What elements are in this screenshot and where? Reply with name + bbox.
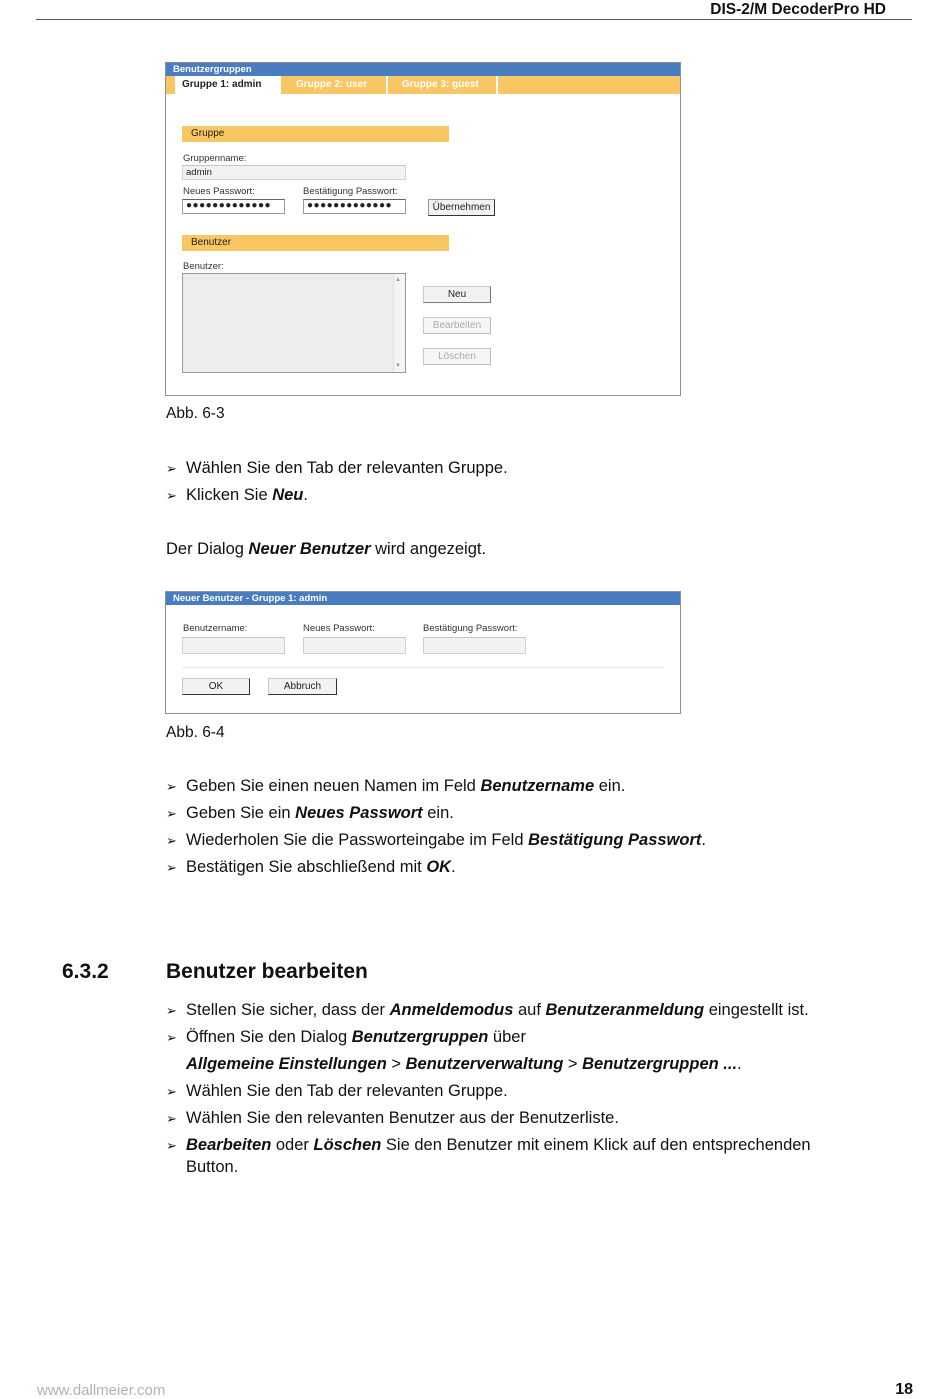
step-select-user: ➢ Wählen Sie den relevanten Benutzer aus der Benutzerliste. [166, 1109, 619, 1127]
group-section-header: Gruppe [182, 126, 449, 142]
new-password-field[interactable] [303, 637, 406, 654]
scroll-up-icon[interactable]: ▲ [395, 277, 401, 283]
step-check-login-mode: ➢ Stellen Sie sicher, dass der Anmeldemodus auf Benutzeranmeldung eingestellt ist. [166, 1001, 809, 1019]
dialog-title: Benutzergruppen [166, 63, 680, 76]
bullet-arrow-icon: ➢ [166, 1030, 177, 1045]
step-confirm-ok: ➢ Bestätigen Sie abschließend mit OK. [166, 858, 456, 876]
user-section-header: Benutzer [182, 235, 449, 251]
bullet-arrow-icon: ➢ [166, 779, 177, 794]
new-password-label: Neues Passwort: [183, 186, 255, 197]
page-number: 18 [895, 1381, 913, 1398]
apply-button[interactable]: Übernehmen [428, 199, 495, 216]
figure-caption-6-3: Abb. 6-3 [166, 405, 225, 422]
username-label: Benutzername: [183, 623, 248, 634]
bullet-arrow-icon: ➢ [166, 1003, 177, 1018]
delete-user-button[interactable]: Löschen [423, 348, 491, 365]
edit-user-button[interactable]: Bearbeiten [423, 317, 491, 334]
new-password-label: Neues Passwort: [303, 623, 375, 634]
dialog-shown-text: Der Dialog Neuer Benutzer wird angezeigt. [166, 540, 487, 558]
username-field[interactable] [182, 637, 285, 654]
bullet-arrow-icon: ➢ [166, 860, 177, 875]
cancel-button[interactable]: Abbruch [268, 678, 337, 695]
bullet-arrow-icon: ➢ [166, 1138, 177, 1153]
scroll-down-icon[interactable]: ▼ [395, 363, 401, 369]
tab-group-1[interactable]: Gruppe 1: admin [175, 76, 281, 94]
header-rule [36, 19, 912, 20]
new-password-field[interactable]: ●●●●●●●●●●●●● [182, 199, 285, 214]
document-title: DIS-2/M DecoderPro HD [710, 1, 886, 18]
step-repeat-password: ➢ Wiederholen Sie die Passworteingabe im Feld Bestätigung Passwort. [166, 831, 706, 849]
footer-website: www.dallmeier.com [37, 1382, 166, 1399]
section-number: 6.3.2 [62, 960, 109, 983]
bullet-arrow-icon: ➢ [166, 461, 177, 476]
group-name-field[interactable]: admin [182, 165, 406, 180]
step-edit-or-delete-cont: Button. [186, 1158, 239, 1176]
user-list[interactable] [182, 273, 406, 373]
confirm-password-label: Bestätigung Passwort: [423, 623, 518, 634]
step-select-group-tab: ➢ Wählen Sie den Tab der relevanten Gruppe. [166, 1082, 508, 1100]
confirm-password-field[interactable] [423, 637, 526, 654]
tab-group-3[interactable]: Gruppe 3: guest [388, 76, 498, 94]
figure-caption-6-4: Abb. 6-4 [166, 724, 225, 741]
confirm-password-label: Bestätigung Passwort: [303, 186, 398, 197]
step-enter-username: ➢ Geben Sie einen neuen Namen im Feld Benutzername ein. [166, 777, 626, 795]
tab-bar [166, 76, 680, 94]
step-click-new: ➢ Klicken Sie Neu. [166, 486, 308, 504]
bullet-arrow-icon: ➢ [166, 806, 177, 821]
step-edit-or-delete: ➢ Bearbeiten oder Löschen Sie den Benutzer mit einem Klick auf den entsprechenden [166, 1136, 811, 1154]
tab-group-2[interactable]: Gruppe 2: user [281, 76, 388, 94]
new-user-dialog [165, 591, 681, 714]
users-label: Benutzer: [183, 261, 224, 272]
group-name-label: Gruppenname: [183, 153, 247, 164]
new-user-button[interactable]: Neu [423, 286, 491, 303]
step-enter-password: ➢ Geben Sie ein Neues Passwort ein. [166, 804, 454, 822]
confirm-password-field[interactable]: ●●●●●●●●●●●●● [303, 199, 406, 214]
bullet-arrow-icon: ➢ [166, 833, 177, 848]
step-select-tab: ➢ Wählen Sie den Tab der relevanten Gruppe. [166, 459, 508, 477]
bullet-arrow-icon: ➢ [166, 1084, 177, 1099]
bullet-arrow-icon: ➢ [166, 488, 177, 503]
user-groups-dialog [165, 62, 681, 396]
button-divider [182, 667, 664, 668]
user-list-scrollbar[interactable] [393, 274, 405, 372]
step-open-dialog: ➢ Öffnen Sie den Dialog Benutzergruppen über [166, 1028, 526, 1046]
dialog-title: Neuer Benutzer - Gruppe 1: admin [166, 592, 680, 605]
ok-button[interactable]: OK [182, 678, 250, 695]
section-title: Benutzer bearbeiten [166, 960, 368, 983]
step-menu-path: Allgemeine Einstellungen > Benutzerverwaltung > Benutzergruppen .... [186, 1055, 742, 1073]
bullet-arrow-icon: ➢ [166, 1111, 177, 1126]
